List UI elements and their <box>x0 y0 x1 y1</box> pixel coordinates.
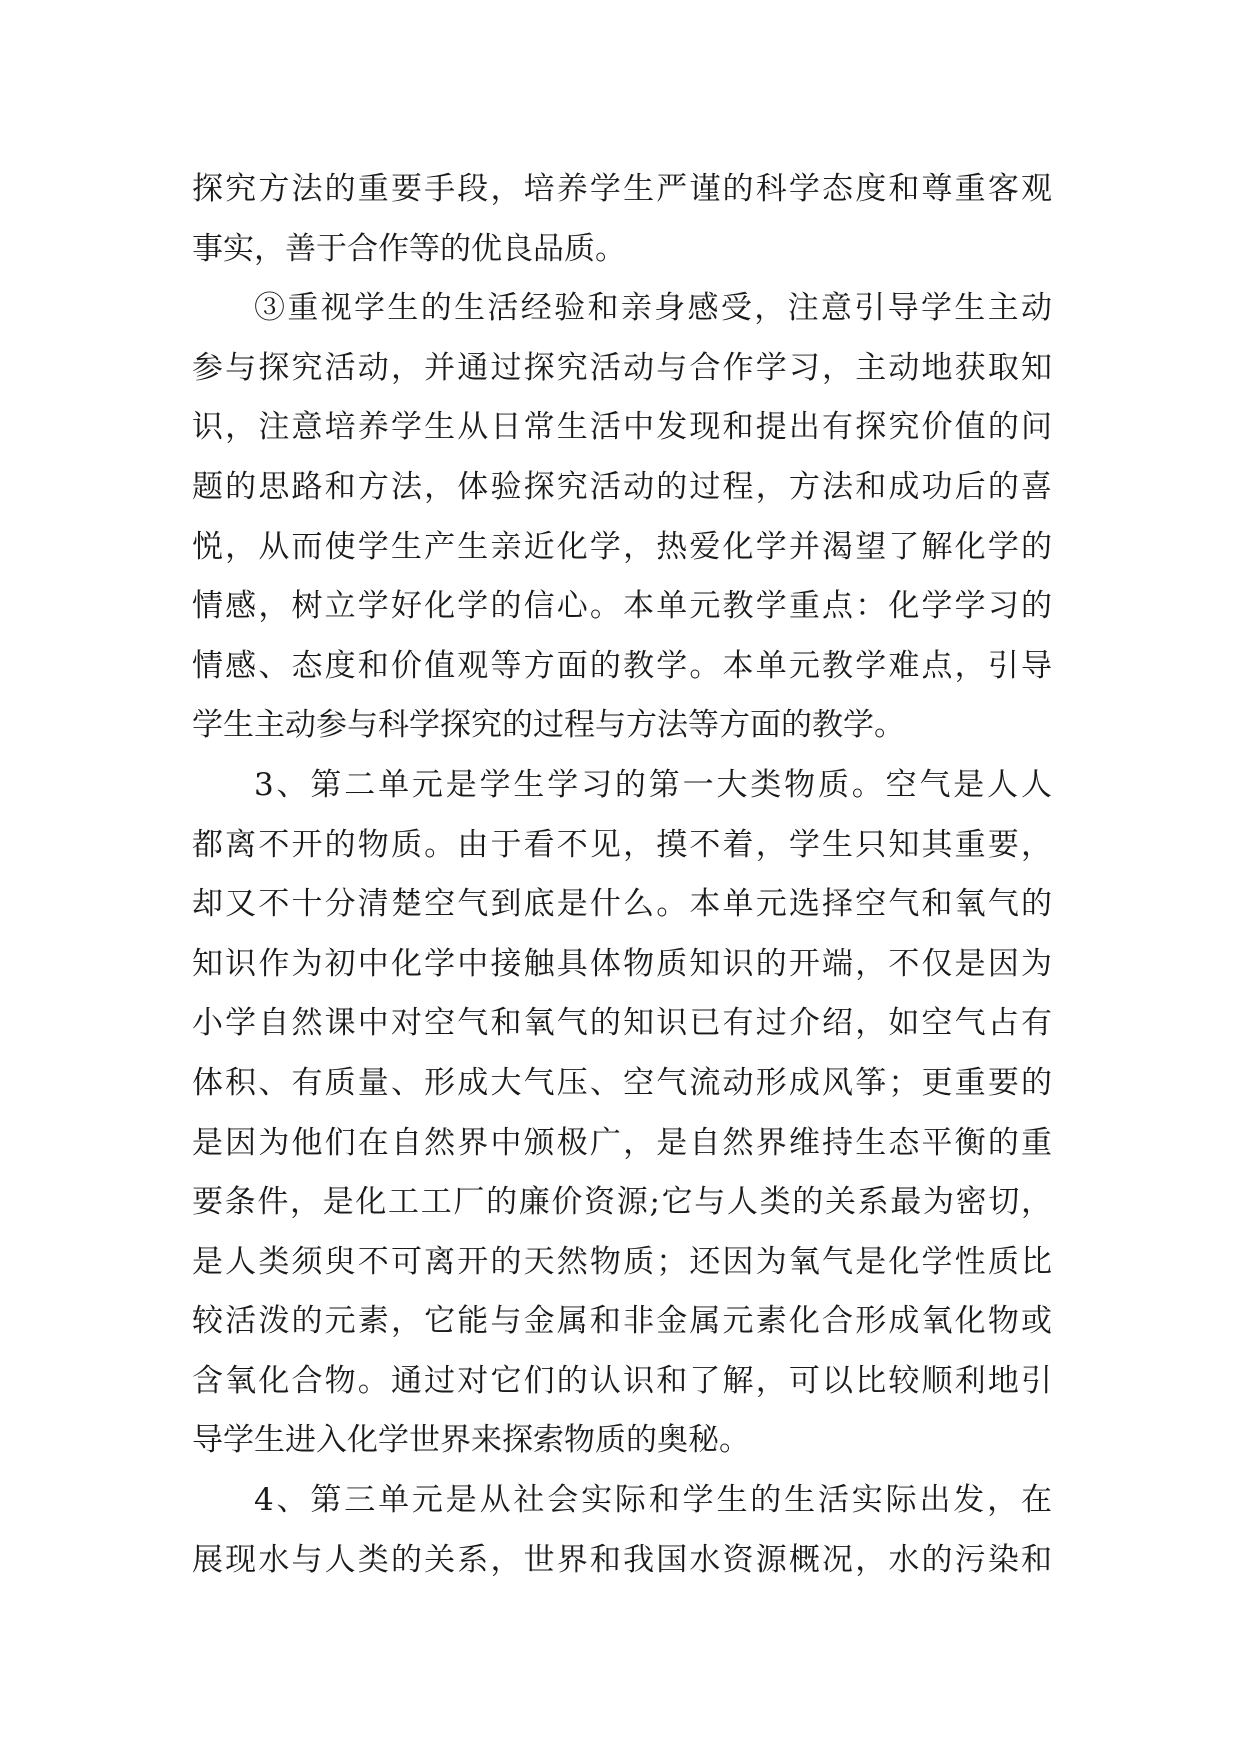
text-line: 较活泼的元素，它能与金属和非金属元素化合形成氧化物或 <box>192 1303 1052 1340</box>
text-line: 要条件，是化工工厂的廉价资源;它与人类的关系最为密切， <box>192 1184 1052 1221</box>
text-line: 事实，善于合作等的优良品质。 <box>192 230 626 267</box>
body-text <box>192 160 1052 1590</box>
paragraph-first-line: 3、第二单元是学生学习的第一大类物质。空气是人人 <box>254 766 1052 803</box>
text-line: 都离不开的物质。由于看不见，摸不着，学生只知其重要， <box>192 826 1052 863</box>
text-line: 参与探究活动，并通过探究活动与合作学习，主动地获取知 <box>192 349 1052 386</box>
text-line: 探究方法的重要手段，培养学生严谨的科学态度和尊重客观 <box>192 171 1052 207</box>
text-line: 是因为他们在自然界中颁极广，是自然界维持生态平衡的重 <box>192 1124 1052 1161</box>
text-line: 知识作为初中化学中接触具体物质知识的开端，不仅是因为 <box>192 945 1052 982</box>
text-line: 却又不十分清楚空气到底是什么。本单元选择空气和氧气的 <box>192 886 1052 923</box>
text-line: 情感、态度和价值观等方面的教学。本单元教学难点，引导 <box>192 647 1052 684</box>
text-line: 情感，树立学好化学的信心。本单元教学重点：化学学习的 <box>192 588 1052 625</box>
text-line: 悦，从而使学生产生亲近化学，热爱化学并渴望了解化学的 <box>192 528 1052 565</box>
text-line: 含氧化合物。通过对它们的认识和了解，可以比较顺利地引 <box>192 1362 1052 1399</box>
text-line: 是人类须臾不可离开的天然物质；还因为氧气是化学性质比 <box>192 1243 1052 1280</box>
text-line: 体积、有质量、形成大气压、空气流动形成风筝；更重要的 <box>192 1064 1052 1101</box>
text-line: 学生主动参与科学探究的过程与方法等方面的教学。 <box>192 707 905 744</box>
paragraph-first-line: 4、第三单元是从社会实际和学生的生活实际出发，在 <box>254 1482 1052 1519</box>
text-line: 题的思路和方法，体验探究活动的过程，方法和成功后的喜 <box>192 468 1052 505</box>
text-line: 展现水与人类的关系，世界和我国水资源概况，水的污染和 <box>192 1541 1052 1578</box>
paragraph-first-line: ③重视学生的生活经验和亲身感受，注意引导学生主动 <box>254 290 1052 327</box>
text-line: 识，注意培养学生从日常生活中发现和提出有探究价值的问 <box>192 409 1052 446</box>
text-line: 导学生进入化学世界来探索物质的奥秘。 <box>192 1422 750 1459</box>
text-line: 小学自然课中对空气和氧气的知识已有过介绍，如空气占有 <box>192 1005 1052 1042</box>
